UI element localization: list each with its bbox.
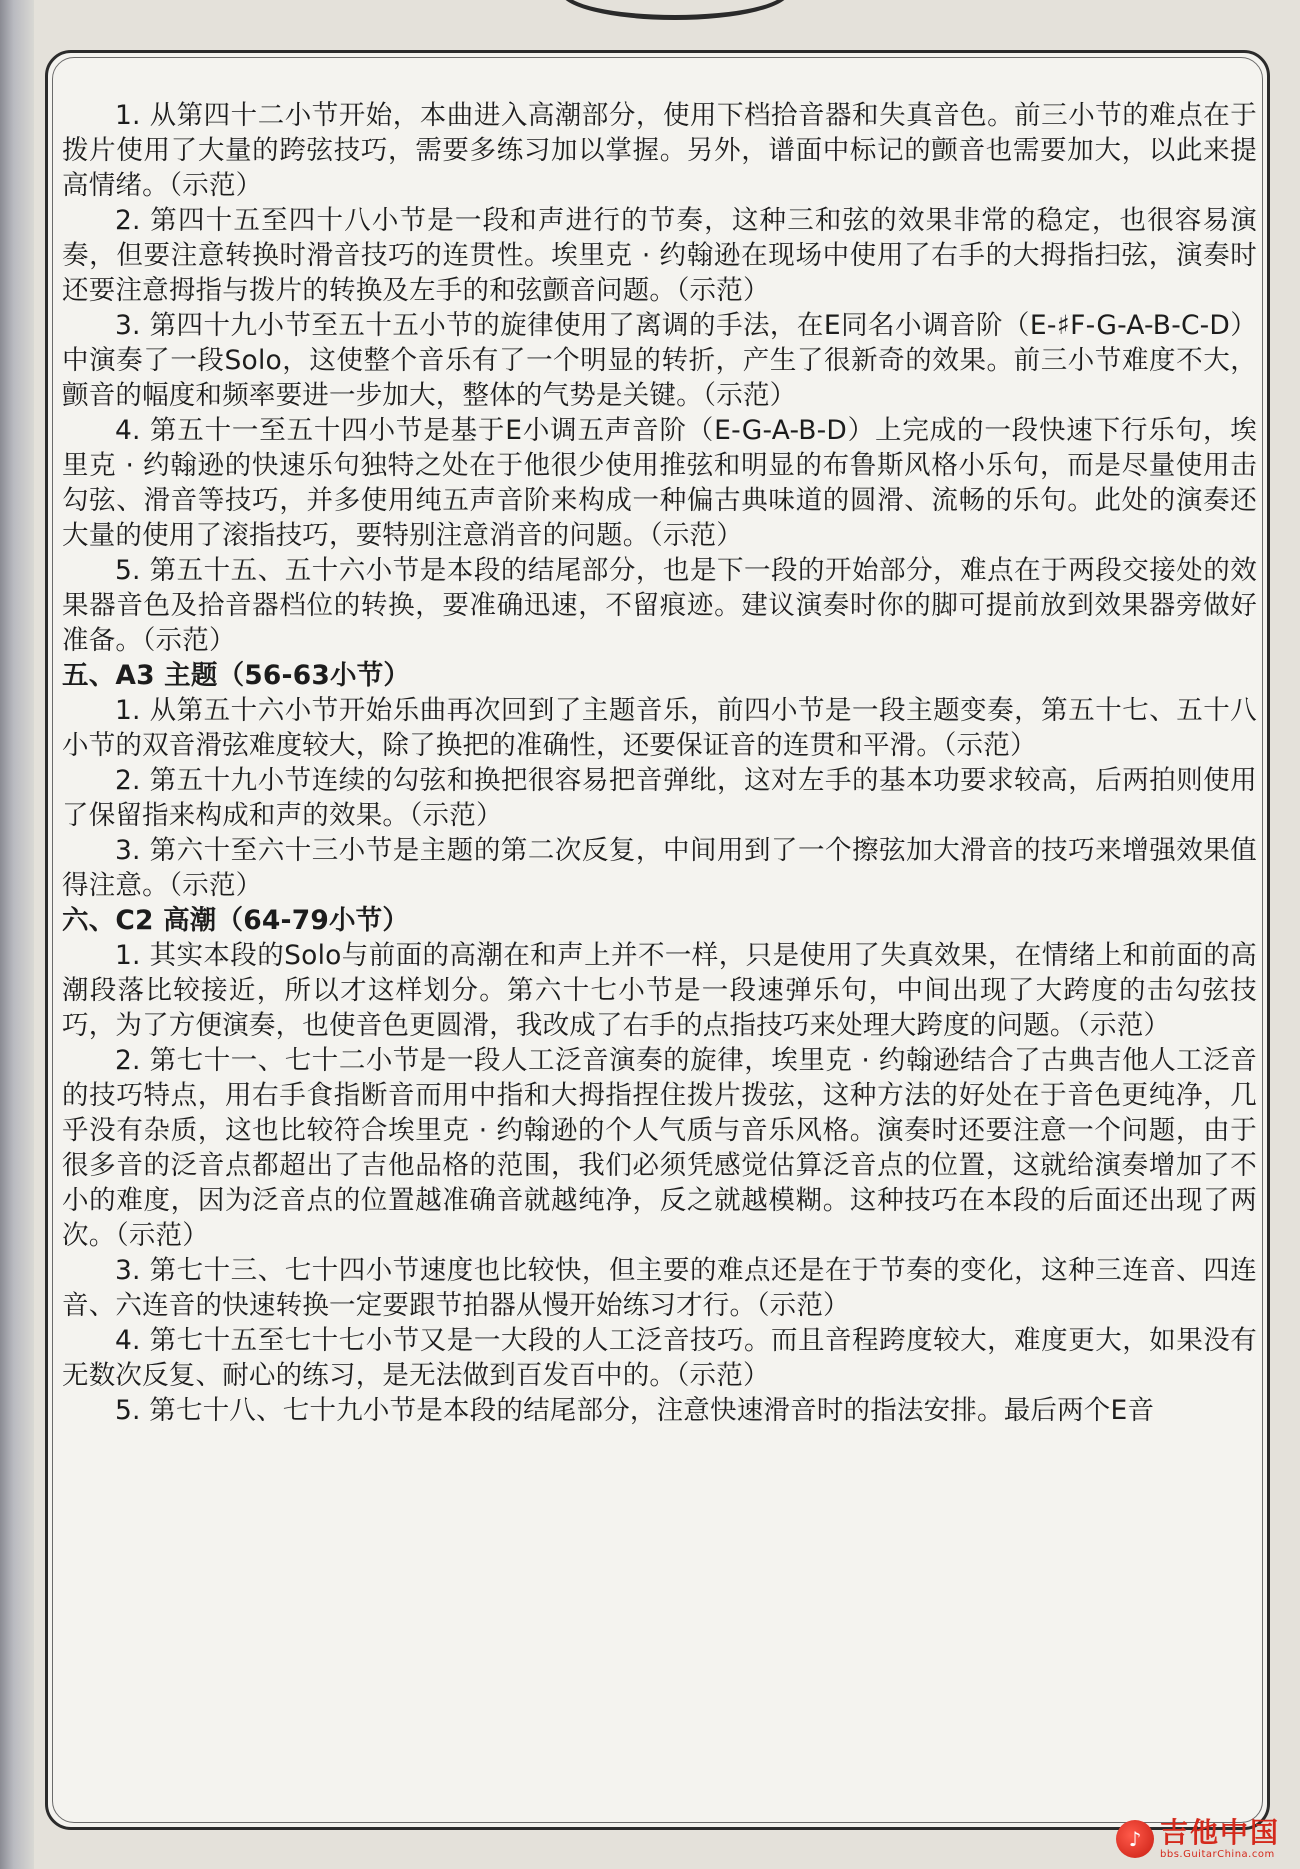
guitar-logo-icon: ♪ <box>1116 1820 1154 1858</box>
paragraph: 3. 第四十九小节至五十五小节的旋律使用了离调的手法，在E同名小调音阶（E-♯F-G-A-B-C-D）中演奏了一段Solo，这使整个音乐有了一个明显的转折，产生了很新奇的效果。前三小节难度不大，颤音的幅度和频率要进一步加大，整体的气势是关键。（示范） <box>62 310 1257 411</box>
paragraph: 1. 从第四十二小节开始，本曲进入高潮部分，使用下档拾音器和失真音色。前三小节的难点在于拨片使用了大量的跨弦技巧，需要多练习加以掌握。另外，谱面中标记的颤音也需要加大，以此来提高情绪。（示范） <box>62 100 1257 201</box>
paragraph: 3. 第七十三、七十四小节速度也比较快，但主要的难点还是在于节奏的变化，这种三连音、四连音、六连音的快速转换一定要跟节拍器从慢开始练习才行。（示范） <box>62 1255 1257 1321</box>
book-binding-edge <box>0 0 34 1869</box>
watermark-text <box>1160 1815 1281 1860</box>
paragraph: 5. 第五十五、五十六小节是本段的结尾部分，也是下一段的开始部分，难点在于两段交接处的效果器音色及拾音器档位的转换，要准确迅速，不留痕迹。建议演奏时你的脚可提前放到效果器旁做好准备。（示范） <box>62 555 1257 656</box>
site-watermark <box>1116 1815 1286 1863</box>
paragraph: 2. 第五十九小节连续的勾弦和换把很容易把音弹纰，这对左手的基本功要求较高，后两拍则使用了保留指来构成和声的效果。（示范） <box>62 765 1257 831</box>
paragraph: 4. 第五十一至五十四小节是基于E小调五声音阶（E-G-A-B-D）上完成的一段快速下行乐句，埃里克 · 约翰逊的快速乐句独特之处在于他很少使用推弦和明显的布鲁斯风格小乐句，而是尽量使用击勾弦、滑音等技巧，并多使用纯五声音阶来构成一种偏古典味道的圆滑、流畅的乐句。此处的演奏还大量的使用了滚指技巧，要特别注意消音的问题。（示范） <box>62 415 1257 551</box>
paragraph: 1. 其实本段的Solo与前面的高潮在和声上并不一样，只是使用了失真效果，在情绪上和前面的高潮段落比较接近，所以才这样划分。第六十七小节是一段速弹乐句，中间出现了大跨度的击勾弦技巧，为了方便演奏，也使音色更圆滑，我改成了右手的点指技巧来处理大跨度的问题。（示范） <box>62 940 1257 1041</box>
watermark-title: 吉他中国 <box>1160 1815 1281 1849</box>
page-content <box>62 98 1257 1428</box>
section-heading: 六、C2 高潮（64-79小节） <box>62 905 410 936</box>
paragraph: 3. 第六十至六十三小节是主题的第二次反复，中间用到了一个擦弦加大滑音的技巧来增强效果值得注意。（示范） <box>62 835 1257 901</box>
paragraph: 2. 第四十五至四十八小节是一段和声进行的节奏，这种三和弦的效果非常的稳定，也很容易演奏，但要注意转换时滑音技巧的连贯性。埃里克 · 约翰逊在现场中使用了右手的大拇指扫弦，演奏时还要注意拇指与拨片的转换及左手的和弦颤音问题。（示范） <box>62 205 1257 306</box>
paragraph: 5. 第七十八、七十九小节是本段的结尾部分，注意快速滑音时的指法安排。最后两个E音 <box>115 1395 1155 1426</box>
paragraph: 4. 第七十五至七十七小节又是一大段的人工泛音技巧。而且音程跨度较大，难度更大，如果没有无数次反复、耐心的练习，是无法做到百发百中的。（示范） <box>62 1325 1257 1391</box>
paragraph: 2. 第七十一、七十二小节是一段人工泛音演奏的旋律，埃里克 · 约翰逊结合了古典吉他人工泛音的技巧特点，用右手食指断音而用中指和大拇指捏住拨片拨弦，这种方法的好处在于音色更纯净，几乎没有杂质，这也比较符合埃里克 · 约翰逊的个人气质与音乐风格。演奏时还要注意一个问题，由于很多音的泛音点都超出了吉他品格的范围，我们必须凭感觉估算泛音点的位置，这就给演奏增加了不小的难度，因为泛音点的位置越准确音就越纯净，反之就越模糊。这种技巧在本段的后面还出现了两次。（示范） <box>62 1045 1257 1251</box>
page-top-ornament <box>560 0 790 20</box>
watermark-url: bbs.GuitarChina.com <box>1160 1848 1275 1860</box>
paragraph: 1. 从第五十六小节开始乐曲再次回到了主题音乐，前四小节是一段主题变奏，第五十七、五十八小节的双音滑弦难度较大，除了换把的准确性，还要保证音的连贯和平滑。（示范） <box>62 695 1257 761</box>
section-heading: 五、A3 主题（56-63小节） <box>62 660 411 691</box>
